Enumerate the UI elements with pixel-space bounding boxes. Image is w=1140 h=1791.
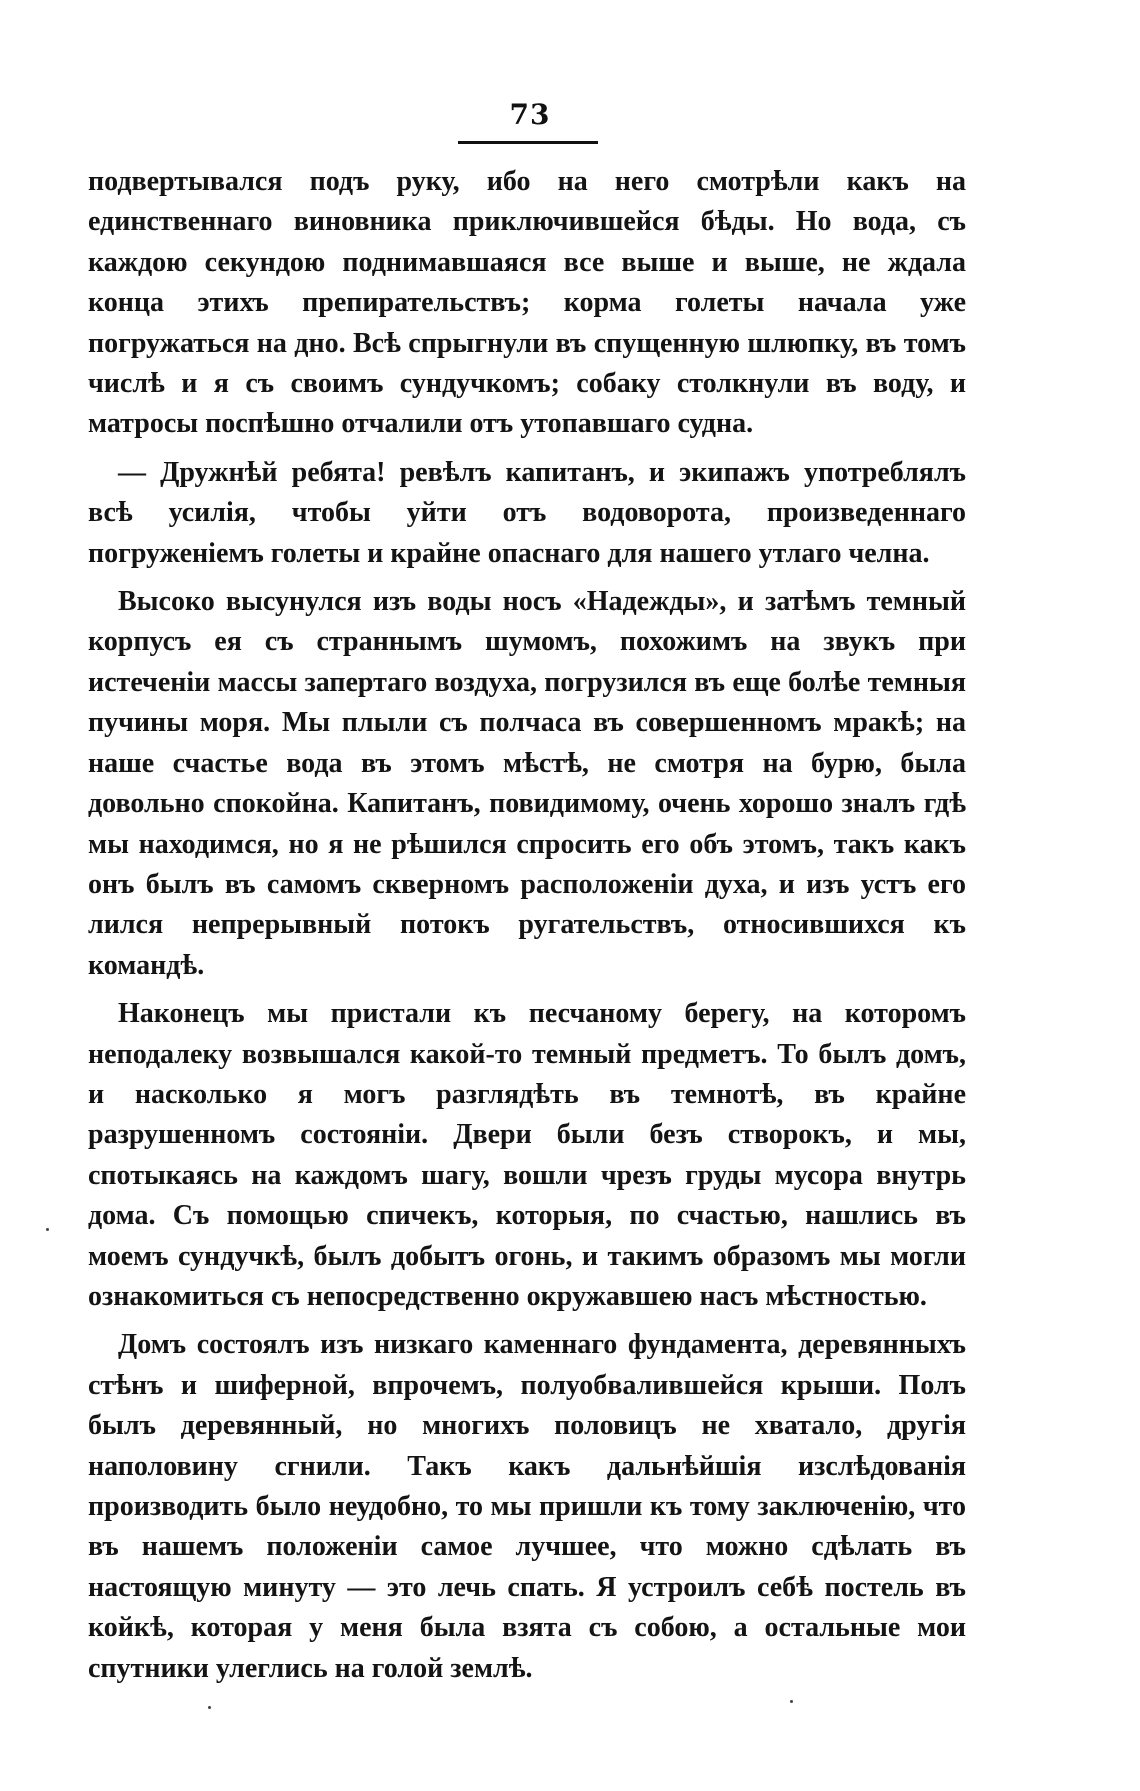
- paragraph: — Дружнѣй ребята! ревѣлъ капитанъ, и экипажъ употреблялъ всѣ усилія, чтобы уйти отъ водоворота, произведеннаго погруженіемъ голеты и крайне опаснаго для нашего утлаго челна.: [88, 456, 966, 569]
- print-speck: [208, 1706, 211, 1709]
- paragraph: Высоко высунулся изъ воды носъ «Надежды», и затѣмъ темный корпусъ ея съ страннымъ шумомъ, похожимъ на звукъ при истеченіи массы запертаго воздуха, погрузился въ еще болѣе темныя пучины моря. Мы плыли съ полчаса въ совершенномъ мракѣ; на наше счастье вода въ этомъ мѣстѣ, не смотря на бурю, была довольно спокойна. Капитанъ, повидимому, очень хорошо зналъ гдѣ мы находимся, но я не рѣшился спросить его объ этомъ, такъ какъ онъ былъ въ самомъ скверномъ расположеніи духа, и изъ устъ его лился непрерывный потокъ ругательствъ, относившихся къ командѣ.: [88, 586, 966, 981]
- body-text: [88, 162, 966, 1697]
- paragraph: Домъ состоялъ изъ низкаго каменнаго фундамента, деревянныхъ стѣнъ и шиферной, впрочемъ, полуобвалившейся крыши. Полъ былъ деревянный, но многихъ половицъ не хватало, другія наполовину сгнили. Такъ какъ дальнѣйшія изслѣдованія производить было неудобно, то мы пришли къ тому заключенію, что въ нашемъ положеніи самое лучшее, что можно сдѣлать въ настоящую минуту — это лечь спать. Я устроилъ себѣ постель въ койкѣ, которая у меня была взята съ собою, а остальные мои спутники улеглись на голой землѣ.: [88, 1329, 966, 1684]
- print-speck: [790, 1700, 793, 1703]
- print-speck: [46, 1228, 49, 1231]
- page-number: 73: [509, 98, 551, 131]
- paragraph: Наконецъ мы пристали къ песчаному берегу, на которомъ неподалеку возвышался какой-то темный предметъ. То былъ домъ, и насколько я могъ разглядѣть въ темнотѣ, въ крайне разрушенномъ состояніи. Двери были безъ створокъ, и мы, спотыкаясь на каждомъ шагу, вошли чрезъ груды мусора внутрь дома. Съ помощью спичекъ, которыя, по счастью, нашлись въ моемъ сундучкѣ, былъ добытъ огонь, и такимъ образомъ мы могли ознакомиться съ непосредственно окружавшею насъ мѣстностью.: [88, 998, 966, 1312]
- paragraph: подвертывался подъ руку, ибо на него смотрѣли какъ на единственнаго виновника приключившейся бѣды. Но вода, съ каждою секундою поднимавшаяся все выше и выше, не ждала конца этихъ препирательствъ; корма голеты начала уже погружаться на дно. Всѣ спрыгнули въ спущенную шлюпку, въ томъ числѣ и я съ своимъ сундучкомъ; собаку столкнули въ воду, и матросы поспѣшно отчалили отъ утопавшаго судна.: [88, 166, 966, 440]
- header-rule: [458, 141, 598, 144]
